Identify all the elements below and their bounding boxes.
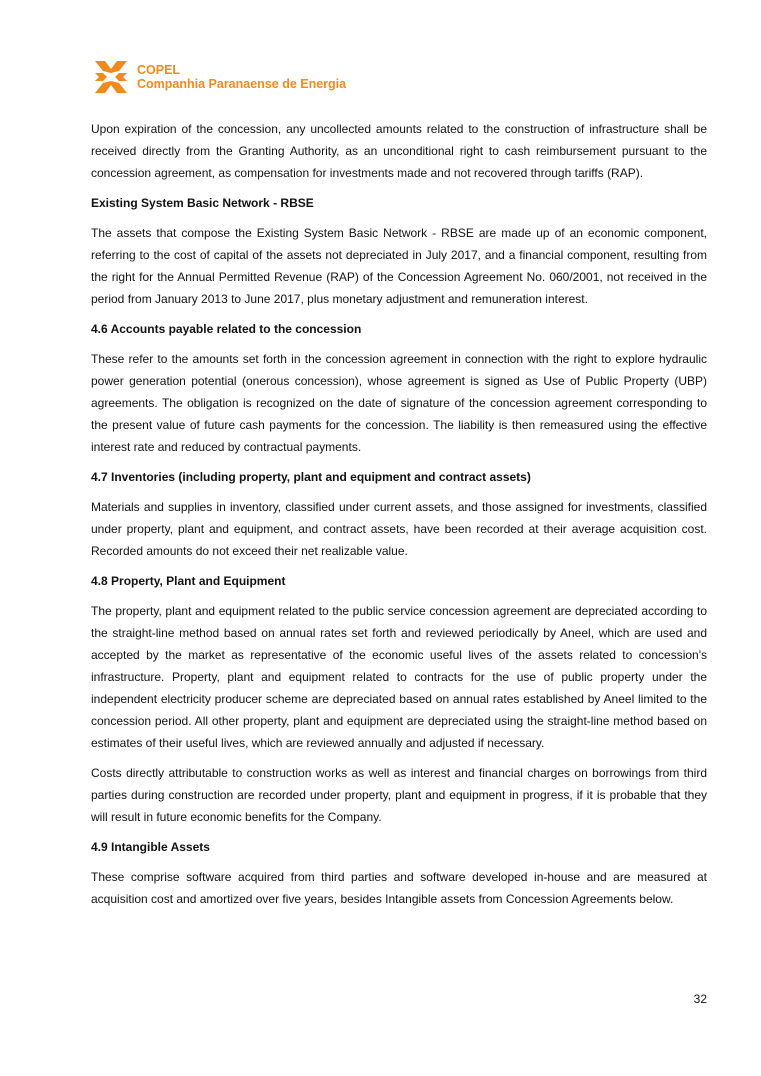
section-heading: 4.6 Accounts payable related to the concession [91,322,362,336]
company-full-name: Companhia Paranaense de Energia [137,77,347,91]
paragraph: Upon expiration of the concession, any uncollected amounts related to the construction of infrastructure shall be received directly from the Granting Authority, as an unconditional right to cash reimbursement pursuant to the concession agreement, as compensation for investments made and not recovered through tariffs (RAP). [91,122,707,180]
company-logo [93,59,346,95]
copel-logo-icon [93,59,129,95]
section-heading: Existing System Basic Network - RBSE [91,196,314,210]
paragraph: Materials and supplies in inventory, classified under current assets, and those assigned for investments, classified under property, plant and equipment, and contract assets, have been recorded at their average acquisition cost. Recorded amounts do not exceed their net realizable value. [91,500,707,558]
page-number: 32 [693,992,707,1006]
section-heading: 4.9 Intangible Assets [91,840,210,854]
paragraph: These refer to the amounts set forth in the concession agreement in connection with the right to explore hydraulic power generation potential (onerous concession), whose agreement is signed as Use of Public Property (UBP) agreements. The obligation is recognized on the date of signature of the concession agreement corresponding to the present value of future cash payments for the concession. The liability is then remeasured using the effective interest rate and reduced by contractual payments. [91,352,707,454]
section-heading: 4.7 Inventories (including property, plant and equipment and contract assets) [91,470,531,484]
document-body [91,118,707,918]
paragraph: Costs directly attributable to construction works as well as interest and financial charges on borrowings from third parties during construction are recorded under property, plant and equipment in progress, if it is probable that they will result in future economic benefits for the Company. [91,766,707,824]
paragraph: The assets that compose the Existing System Basic Network - RBSE are made up of an economic component, referring to the cost of capital of the assets not depreciated in July 2017, and a financial component, resulting from the right for the Annual Permitted Revenue (RAP) of the Concession Agreement No. 060/2001, not received in the period from January 2013 to June 2017, plus monetary adjustment and remuneration interest. [91,226,707,306]
company-short-name: COPEL [137,63,181,77]
paragraph: These comprise software acquired from third parties and software developed in-house and are measured at acquisition cost and amortized over five years, besides Intangible assets from Concession Agreements below. [91,870,707,906]
section-heading: 4.8 Property, Plant and Equipment [91,574,286,588]
paragraph: The property, plant and equipment related to the public service concession agreement are depreciated according to the straight-line method based on annual rates set forth and reviewed periodically by Aneel, which are used and accepted by the market as representative of the economic useful lives of the assets related to concession's infrastructure. Property, plant and equipment related to contracts for the use of public property under the independent electricity producer scheme are depreciated based on annual rates established by Aneel limited to the concession period. All other property, plant and equipment are depreciated using the straight-line method based on estimates of their useful lives, which are reviewed annually and adjusted if necessary. [91,604,707,750]
